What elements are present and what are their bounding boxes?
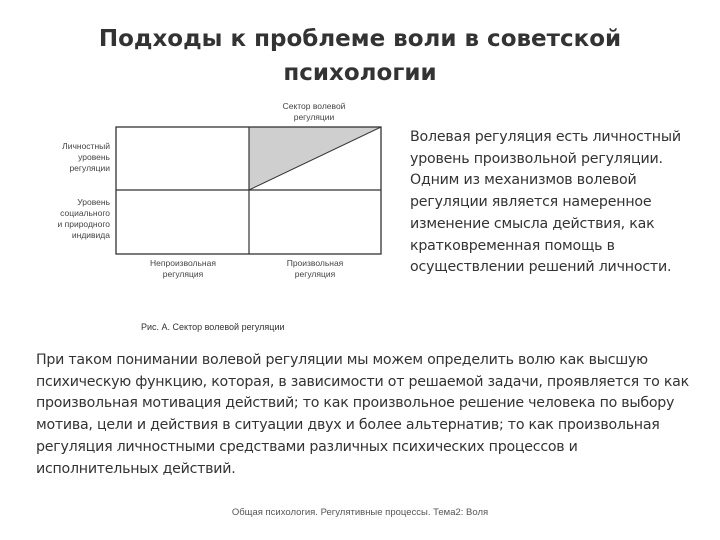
svg-text:регуляции (294, 112, 335, 122)
row-bottom-label-line-4: индивида (71, 230, 110, 240)
col-left-label-line-1: Непроизвольная (150, 258, 216, 268)
svg-text:регуляции (69, 163, 110, 173)
sector-label-line-1: Сектор волевой (282, 101, 346, 111)
row-bottom-label-line-1: Уровень (77, 197, 110, 207)
figure-caption: Рис. А. Сектор волевой регуляции (141, 322, 285, 332)
svg-text:Уровень (77, 197, 110, 207)
col-right-label-line-2: регуляция (294, 269, 336, 279)
row-top-label-line-3: регуляции (69, 163, 110, 173)
slide-title-line-2: психологии (283, 60, 437, 86)
sector-label-line-2: регуляции (293, 112, 335, 122)
svg-text:Непроизвольная (150, 258, 216, 268)
svg-text:Рис. А. Сектор волевой регуляц (141, 322, 285, 332)
svg-text:Сектор волевой (283, 101, 346, 111)
svg-text:Личностный (62, 141, 110, 151)
svg-text:регуляция (163, 269, 204, 279)
row-top-label-line-1: Личностный (62, 141, 110, 151)
row-top-label-line-2: уровень (78, 152, 110, 162)
svg-text:индивида (72, 230, 110, 240)
slide-title-line-1: Подходы к проблеме воли в советской (98, 26, 622, 52)
row-bottom-label-line-2: социального (60, 208, 110, 218)
volition-sector-shape (249, 127, 381, 190)
svg-text:регуляция (295, 269, 336, 279)
svg-text:Произвольная (287, 258, 344, 268)
svg-text:социального (60, 208, 110, 218)
side-paragraph: Волевая регуляция есть личностный уровень произвольной регуляции. Одним из механизмов волевой регуляции является намеренное изменение смысла действия, как кратковременная помощь в осуществлении решений личности. (410, 129, 681, 276)
svg-text:уровень (78, 152, 110, 162)
row-bottom-label-line-3: и природного (57, 219, 110, 229)
col-left-label-line-2: регуляция (162, 269, 204, 279)
slide-footer: Общая психология. Регулятивные процессы. Тема2: Воля (231, 507, 489, 518)
svg-text:и природного (58, 219, 111, 229)
body-paragraph: При таком понимании волевой регуляции мы можем определить волю как высшую психическую функцию, которая, в зависимости от решаемой задачи, проявляется то как произвольная мотивация действий; то как произвольное решение человека по выбору мотива, цели и действия в ситуации двух и более альтернатив; то как произвольная регуляция личностными средствами различных психических процессов и исполнительных действий. (36, 352, 689, 477)
col-right-label-line-1: Произвольная (286, 258, 344, 268)
